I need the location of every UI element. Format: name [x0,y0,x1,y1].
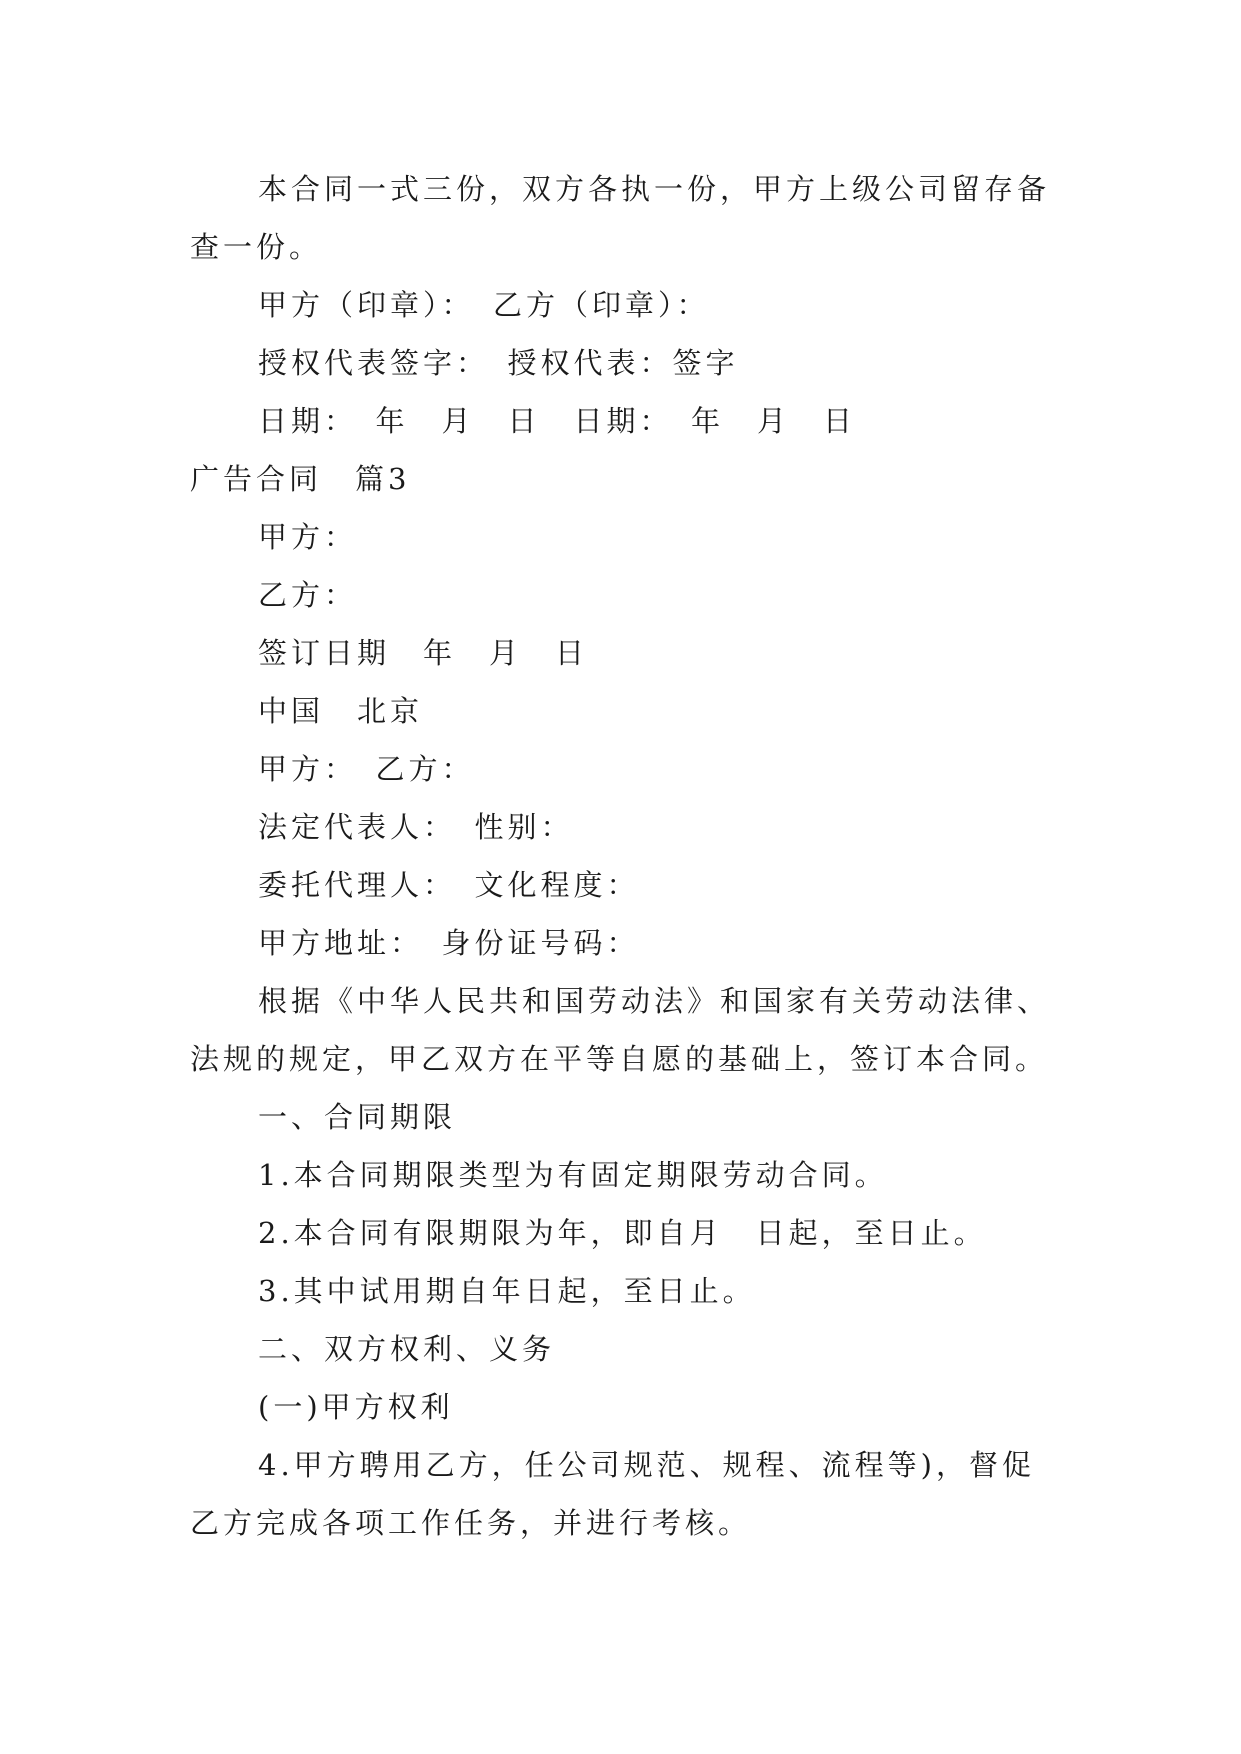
text-line: 法规的规定，甲乙双方在平等自愿的基础上，签订本合同。 [190,1042,1049,1076]
text-line: 2.本合同有限期限为年，即自月 日起，至日止。 [258,1216,987,1250]
text-line: 乙方完成各项工作任务，并进行考核。 [190,1506,752,1540]
text-line: 中国 北京 [258,694,424,728]
text-line: 3.其中试用期自年日起，至日止。 [258,1274,756,1308]
text-line: 甲方： 乙方： [258,752,475,786]
text-line: 法定代表人： 性别： [258,810,574,844]
section-heading: 广告合同 篇3 [190,462,411,496]
text-line: 委托代理人： 文化程度： [258,868,640,902]
text-line: 根据《中华人民共和国劳动法》和国家有关劳动法律、 [258,984,1051,1018]
clause-heading: 一、合同期限 [258,1100,457,1134]
clause-heading: 二、双方权利、义务 [258,1332,556,1366]
sub-clause-heading: (一)甲方权利 [258,1390,454,1424]
text-line: 4.甲方聘用乙方，任公司规范、规程、流程等)，督促 [258,1448,1035,1482]
text-line: 甲方（印章）： 乙方（印章）： [258,288,710,322]
text-line: 1.本合同期限类型为有固定期限劳动合同。 [258,1158,888,1192]
text-line: 甲方地址： 身份证号码： [258,926,640,960]
text-line: 乙方： [258,578,358,612]
text-line: 查一份。 [190,230,323,264]
text-line: 授权代表签字： 授权代表：签字 [258,346,739,380]
text-line: 日期： 年 月 日 日期： 年 月 日 [258,404,857,438]
text-line: 本合同一式三份，双方各执一份，甲方上级公司留存备 [258,172,1051,206]
text-line: 甲方： [258,520,358,554]
text-line: 签订日期 年 月 日 [258,636,589,670]
document-body [190,160,1070,1552]
